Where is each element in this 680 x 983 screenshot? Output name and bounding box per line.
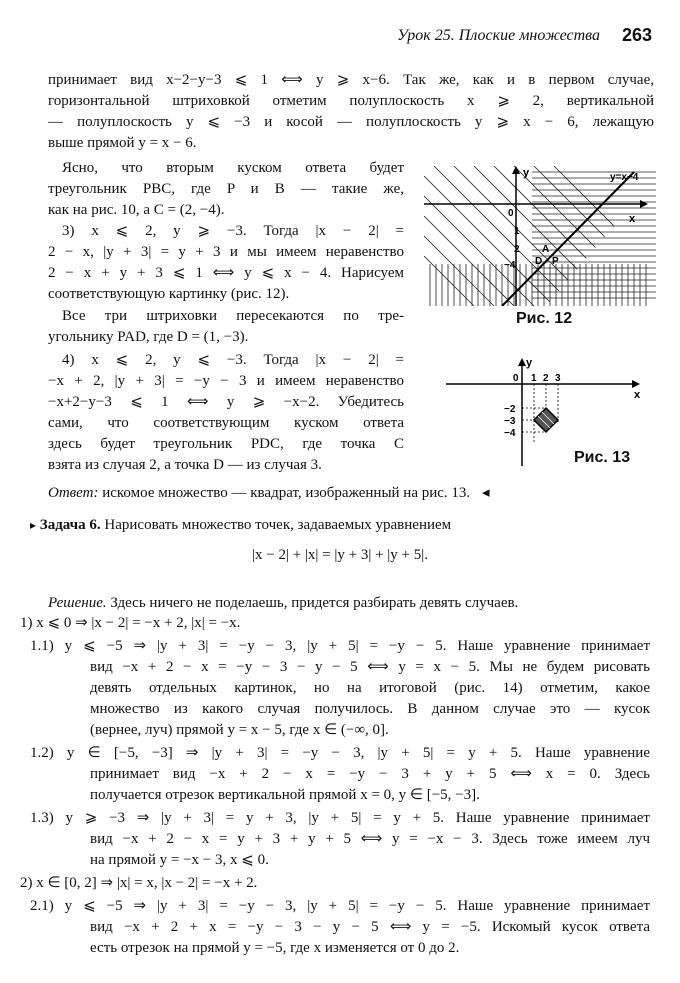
answer-text: искомое множество — квадрат, изображенный на рис. 13. (102, 485, 471, 501)
label-point-A: A (542, 244, 550, 255)
figure-13-caption: Рис. 13 (574, 449, 631, 466)
solution-text: Здесь ничего не поделаешь, придется разбирать девять случаев. (110, 595, 519, 611)
answer-square (534, 408, 558, 432)
y-axis-arrow (518, 358, 526, 366)
figure-12-caption: Рис. 12 (516, 310, 573, 327)
label-x: x (629, 213, 636, 225)
task-equation: |x − 2| + |x| = |y + 3| + |y + 5|. (251, 547, 429, 563)
case-line: получается отрезок вертикальной прямой x = 0, y ∈ [−5, −3]. (90, 787, 480, 803)
label-tick-2: 2 (514, 244, 520, 255)
label-x: x (634, 389, 641, 401)
label-tick-1: 1 (514, 226, 520, 237)
task-label: Задача 6. (39, 517, 101, 533)
text-line: треугольник PBC, где P и B — такие же, (48, 181, 404, 197)
text-line: 2 − x + y + 3 ⩽ 1 ⟺ y ⩽ x − 4. Нарисуем (48, 265, 404, 281)
text-line: угольнику PAD, где D = (1, −3). (48, 329, 249, 345)
case-line: вид −x + 2 + x = −y − 3 − y − 5 ⟺ y = −5. Искомый кусок ответа (90, 919, 650, 935)
label-origin: 0 (513, 373, 519, 384)
case-line: 2.1) y ⩽ −5 ⇒ |y + 3| = −y − 3, |y + 5| = −y − 5. Наше уравнение принимает (30, 898, 650, 914)
text-line: выше прямой y = x − 6. (48, 135, 197, 151)
label-origin: 0 (508, 208, 514, 219)
text-line: взята из случая 2, а точка D — из случая 3. (48, 457, 322, 473)
label-tick-2: 2 (543, 373, 549, 384)
x-axis-arrow (632, 380, 640, 388)
text-line: Ясно, что вторым куском ответа будет (62, 160, 404, 176)
task-marker: ▸ (30, 518, 37, 532)
case-line: 1.1) y ⩽ −5 ⇒ |y + 3| = −y − 3, |y + 5| = −y − 5. Наше уравнение принимает (30, 638, 650, 654)
label-tick-neg4: −4 (504, 428, 516, 439)
page-number: 263 (621, 25, 652, 45)
solution-label: Решение. (48, 595, 107, 611)
text-line: Все три штриховки пересекаются по тре- (62, 308, 404, 324)
text-line: соответствующую картинку (рис. 12). (48, 286, 290, 302)
label-point-D: D (535, 256, 543, 267)
answer-line (48, 484, 489, 503)
y-axis-arrow (512, 166, 520, 174)
label-tick-3: 3 (555, 373, 561, 384)
label-line-y-x-minus-4: y=x−4 (610, 172, 639, 183)
solution-line (48, 594, 518, 613)
task-heading (30, 516, 451, 535)
case-line: 1.2) y ∈ [−5, −3] ⇒ |y + 3| = −y − 3, |y + 5| = y + 5. Наше уравнение (30, 745, 650, 761)
hatch-vertical (430, 166, 646, 306)
text-line: здесь будет треугольник PDC, где точка C (48, 436, 404, 452)
text-line: — полуплоскость y ⩽ −3 и косой — полуплоскость y ⩾ x − 6, лежащую (48, 114, 654, 130)
case-line: вид −x + 2 − x = −y − 3 − y − 5 ⟺ y = x − 5. Мы не будем рисовать (90, 659, 650, 675)
label-tick-1: 1 (531, 373, 537, 384)
label-tick-neg2: −2 (504, 404, 516, 415)
figure-12 (424, 166, 656, 306)
case-line: 2) x ∈ [0, 2] ⇒ |x| = x, |x − 2| = −x + 2. (20, 875, 258, 891)
text-line: 4) x ⩽ 2, y ⩽ −3. Тогда |x − 2| = (62, 352, 404, 368)
label-y: y (526, 357, 533, 369)
text-line: как на рис. 10, а C = (2, −4). (48, 202, 225, 218)
case-line: принимает вид −x + 2 − x = −y − 3 + y + 5 ⟺ x = 0. Здесь (90, 766, 650, 782)
case-line: (вернее, луч) прямой y = x − 5, где x ∈ (−∞, 0]. (90, 722, 389, 738)
text-line: принимает вид x−2−y−3 ⩽ 1 ⟺ y ⩾ x−6. Так же, как и в первом случае, (48, 72, 654, 88)
case-line: есть отрезок на прямой y = −5, где x изменяется от 0 до 2. (90, 940, 460, 956)
case-line: на прямой y = −x − 3, x ⩽ 0. (90, 852, 269, 868)
text-line: сами, что соответствующим куском ответа (48, 415, 404, 431)
text-line: 3) x ⩽ 2, y ⩾ −3. Тогда |x − 2| = (62, 223, 404, 239)
end-of-solution-marker: ◂ (481, 485, 490, 501)
case-line: множество из какого случая получилось. В данном случае это — кусок (90, 701, 650, 717)
case-line: 1.3) y ⩾ −3 ⇒ |y + 3| = y + 3, |y + 5| = y + 5. Наше уравнение принимает (30, 810, 650, 826)
label-tick-neg-4: −4 (504, 260, 516, 271)
text-line: −x + 2, |y + 3| = −y − 3 и имеем неравенство (48, 373, 404, 389)
x-axis-arrow (640, 200, 648, 208)
label-point-P: P (552, 256, 559, 267)
answer-label: Ответ: (48, 485, 99, 501)
task-text: Нарисовать множество точек, задаваемых уравнением (104, 517, 452, 533)
case-line: вид −x + 2 − x = y + 3 + y + 5 ⟺ y = −x − 3. Здесь тоже имеем луч (90, 831, 650, 847)
text-line: 2 − x, |y + 3| = y + 3 и мы имеем неравенство (48, 244, 404, 260)
case-line: 1) x ⩽ 0 ⇒ |x − 2| = −x + 2, |x| = −x. (20, 615, 241, 631)
hatch-diagonal (424, 166, 656, 306)
text-line: горизонтальной штриховкой отметим полуплоскость x ⩾ 2, вертикальной (48, 93, 654, 109)
case-line: девять отдельных картинок, но на итоговой (рис. 14) отметим, какое (90, 680, 650, 696)
running-header-title: Урок 25. Плоские множества (397, 27, 600, 44)
text-line: −x+2−y−3 ⩽ 1 ⟺ y ⩾ −x−2. Убедитесь (48, 394, 404, 410)
label-tick-neg3: −3 (504, 416, 516, 427)
label-y: y (523, 167, 530, 179)
